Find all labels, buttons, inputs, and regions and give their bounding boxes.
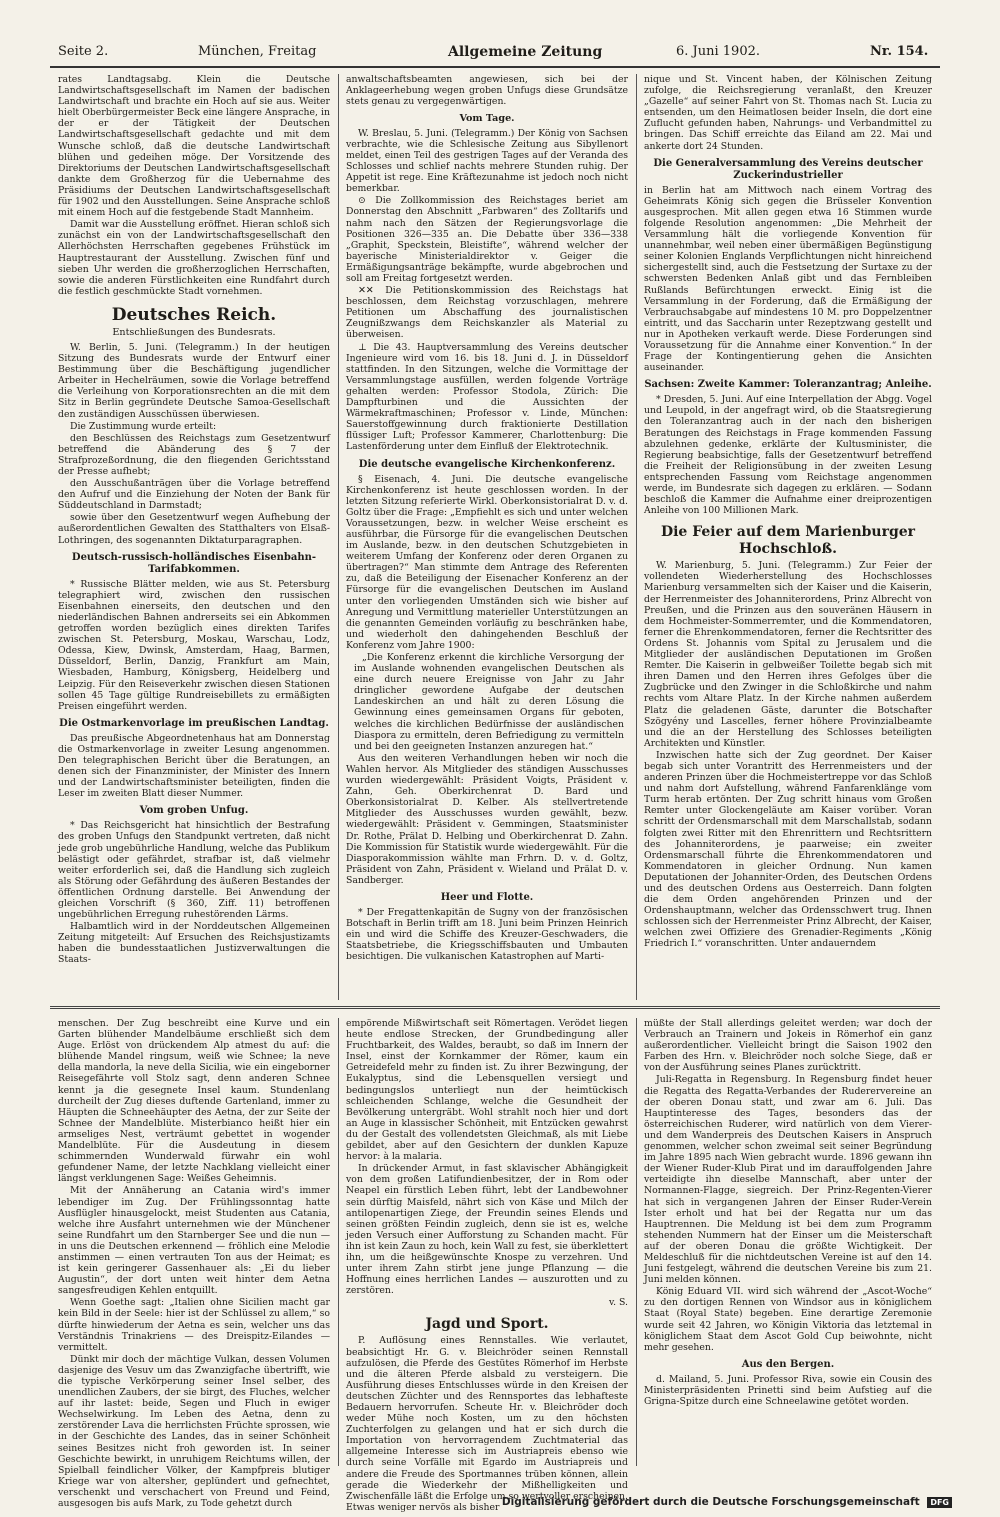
digitization-credit [502,1496,952,1508]
article-paragraph: empörende Mißwirtschaft seit Römertagen. Verödet liegen heute endlose Strecken, der Grundbedingung aller Fruchtbarkeit, des Waldes, beraubt, so daß im Innern der Insel, einst der Kornkammer der Römer, kaum ein Getreidefeld mehr zu finden ist. Zu ihrer Bezwingung, der Eukalyptus, sind die Lebensquellen versiegt und bedingungslos unterliegt nun der heimtückisch schleichenden Schlange, welche die Gesundheit der Bevölkerung untergräbt. Wohl strahlt noch hier und dort an Auge in klassischer Schönheit, mit Entzücken gewahrst du der Gestalt des vollendetsten Gleichmaß, als mit Liebe gebildet, aber auf den Gesichtern der dunklen Kapuze hervor: à la malaria. [346,1018,628,1163]
feuilleton-rule [50,1006,940,1009]
article-paragraph: ⊥ Die 43. Hauptversammlung des Vereins deutscher Ingenieure wird vom 16. bis 18. Juni d. J. in Düsseldorf stattfinden. In den Sitzungen, welche die Vormittage der Versammlungstage ausfüllen, werden folgende Vorträge gehalten werden: Professor Stodola, Zürich: Die Dampfturbinen und die Aussichten der Wärmekraftmaschinen; Professor v. Linde, München: Sauerstoffgewinnung durch fraktionierte Destillation flüssiger Luft; Professor Kammerer, Charlottenburg: Die Lastenförderung unter dem Einfluß der Elektrotechnik. [346,341,628,453]
article-paragraph: W. Breslau, 5. Juni. (Telegramm.) Der König von Sachsen verbrachte, wie die Schlesische Zeitung aus Sibyllenort meldet, einen Teil des gestrigen Tages auf der Veranda des Schlosses und schlief nachts mehrere Stunden ruhig. Der Appetit ist rege. Eine Kräftezunahme ist jedoch noch nicht bemerkbar. [346,127,628,195]
article-heading: Heer und Flotte. [440,891,534,903]
article-paragraph: Aus den weiteren Verhandlungen heben wir noch die Wahlen hervor. Als Mitglieder des ständigen Ausschusses wurden wiedergewählt: Präsident Voigts, Präsident v. Zahn, Geh. Oberkirchenrat D. Bard und Oberkonsistorialrat D. Kelber. Als stellvertretende Mitglieder des Ausschusses wurden gewählt, bezw. wiedergewählt: Präsident v. Gemmingen, Staatsminister Dr. Rothe, Prälat D. Helbing und Oberkirchenrat D. Zahn. Die Kommission für Statistik wurde wiedergewählt. Für die Diasporakommission wählte man Frhrn. D. v. d. Goltz, Präsident von Zahn, Präsident v. Wieland und Prälat D. v. Sandberger. [346,752,628,886]
issue-date: 6. Juni 1902. [676,44,760,59]
article-heading: Die Generalversammlung des Vereins deutscher Zuckerindustrieller [653,157,923,181]
article-quote: „Die Konferenz erkennt die kirchliche Versorgung der im Auslande wohnenden evangelischen Deutschen als eine durch neuere Ereignisse von Jahr zu Jahr dringlicher gewordene Aufgabe der deutschen Landeskirchen an und hält zu deren Lösung die Gewinnung eines gemeinsamen Organs für geboten, welches die kirchlichen Bedürfnisse der ausländischen Diaspora zu ermitteln, deren Befriedigung zu vermitteln und bei den geeigneten Instanzen anzuregen hat.“ [354,652,624,752]
column-2 [346,74,628,1000]
section-heading: Jagd und Sport. [425,1316,549,1333]
article-paragraph: müßte der Stall allerdings geleitet werden; war doch der Verbrauch an Trainern und Jokeis in Römerhof ein ganz außerordentlicher. Vielleicht bringt die Saison 1902 den Farben des Hrn. v. Bleichröder noch solche Siege, daß er von der Ausführung seines Planes zurücktritt. [644,1018,932,1074]
lower-column-2 [346,1018,628,1513]
credit-text: Digitalisierung gefördert durch die Deutsche Forschungsgemeinschaft [501,1496,920,1508]
article-paragraph: Damit war die Ausstellung eröffnet. Hieran schloß sich zunächst ein von der Landwirtschaftsgesellschaft den Allerhöchsten Herrschaften gegebenes Frühstück im Hauptrestaurant der Ausstellung. Zwischen fünf und sieben Uhr werden die großherzoglichen Herrschaften, sowie die anderen Fürstlichkeiten eine Rundfahrt durch die festlich geschmückte Stadt vornehmen. [58,219,330,297]
issue-number: Nr. 154. [870,44,929,59]
column-3 [644,74,932,1000]
header-rule [50,66,940,68]
article-paragraph: ⊙ Die Zollkommission des Reichstages beriet am Donnerstag den Abschnitt „Farbwaren“ des Zolltarifs und nahm nach den Sätzen der Regierungsvorlage die Positionen 326—335 an. Die Debatte über 336—338 „Graphit, Speckstein, Bleistifte“, während welcher der bayerische Ministerialdirektor v. Geiger die Ermäßigungsanträge bekämpfte, wurde abgebrochen und soll am Freitag fortgesetzt werden. [346,195,628,284]
article-heading: Vom Tage. [459,113,515,125]
article-paragraph: König Eduard VII. wird sich während der „Ascot-Woche“ zu den dortigen Rennen von Windsor aus in königlichem Staat (Royal State) begeben. Eine derartige Zeremonie wurde seit 42 Jahren, wo Königin Viktoria das letztemal in königlichem Staat dem Ascot Gold Cup beiwohnte, nicht mehr gesehen. [644,1286,932,1353]
article-paragraph: Inzwischen hatte sich der Zug geordnet. Der Kaiser begab sich unter Vorantritt des Herrenmeisters und der anderen Prinzen über die Hochmeistertreppe vor das Schloß und nahm dort Aufstellung, während Fanfarenklänge vom Turm herab ertönten. Der Zug schritt hinaus vom Großen Remter unter Glockengeläute am Kaiser vorüber. Voran schritt der Ordensmarschall mit dem Marschallstab, sodann folgten zwei Ritter mit den Ehrenrittern und Rechtsrittern des Johanniterordens, je paarweise; ein zweiter Ordensmarschall führte die Ehrenkommendatoren und Kommendatoren in gleicher Ordnung. Nun kamen Deputationen der Johanniter-Orden, des Deutschen Ordens und des deutschen Ordens aus Oesterreich. Dann folgten die dem Orden angehörenden Prinzen und der Ordenshauptmann, welcher das Ordensschwert trug. Ihnen schlossen sich der Herrenmeister Prinz Albrecht, der Kaiser, welchen zwei Offiziere des Grenadier-Regiments „König Friedrich I.“ voranschritten. Unter andauerndem [644,749,932,950]
article-paragraph: in Berlin hat am Mittwoch nach einem Vortrag des Geheimrats König sich gegen die Brüsseler Konvention ausgesprochen. Mit allen gegen etwa 16 Stimmen wurde folgende Resolution angenommen: „Die Mehrheit der Versammlung hält die vorliegende Konvention für unannehmbar, weil neben einer übermäßigen Begünstigung seiner Kolonien Englands Verpflichtungen nicht hinreichend sichergestellt sind, auch die Festsetzung der Surtaxe zu der schwersten Bedenken Anlaß gibt und das Fernbleiben Rußlands Befürchtungen erweckt. Einig ist die Versammlung in der Forderung, daß die Ermäßigung der Verbrauchsabgabe auf mindestens 10 M. pro Doppelzentner eintritt, und das Saccharin unter Rezeptzwang gestellt und nur in Apotheken verkauft werde. Diese Forderungen sind Voraussetzung für die Annahme einer Konvention.“ In der Frage der Kontingentierung gehen die Ansichten auseinander. [644,184,932,374]
article-paragraph: den Beschlüssen des Reichstags zum Gesetzentwurf betreffend die Abänderung des § 7 der Strafprozeßordnung, die den fliegenden Gerichtsstand der Presse aufhebt; [58,432,330,477]
article-paragraph: Dünkt mir doch der mächtige Vulkan, dessen Volumen dasjenige des Vesuv um das Zwanzigfache übertrifft, wie die typische Verkörperung seiner Insel selber, des unendlichen Zaubers, der sie birgt, des Fluches, welcher auf ihr lastet: beide, Segen und Fluch in ewiger Wechselwirkung. Im Leben des Aetna, denn zu zerstörender Lava die herrlichsten Früchte sprossen, wie in der Geschichte des Landes, das in seiner Schönheit seines Besitzes nicht froh geworden ist. In seiner Geschichte bewirkt, in unruhigem Reichtums willen, der Spielball feindlicher Völker, der Kampfpreis blutiger Kriege war von altersher, geplündert und gefnechtet, verschenkt und verschachert von Freund und Feind, ausgesogen bis aufs Mark, zu Tode gehetzt durch [58,1353,330,1510]
section-subheading: Entschließungen des Bundesrats. [112,326,276,338]
page-header [50,40,940,64]
article-heading: Aus den Bergen. [741,1358,835,1370]
article-paragraph: d. Mailand, 5. Juni. Professor Riva, sowie ein Cousin des Ministerpräsidenten Prinetti sind beim Aufstieg auf die Grigna-Spitze durch eine Schneelawine getötet worden. [644,1373,932,1407]
column-1 [58,74,330,1000]
article-paragraph: rates Landtagsabg. Klein die Deutsche Landwirtschaftsgesellschaft im Namen der badischen Landwirtschaft und brachte ein Hoch auf sie aus. Weiter hielt Oberbürgermeister Beck eine längere Ansprache, in der er der Tätigkeit der Deutschen Landwirtschaftsgesellschaft gedachte und mit dem Wunsche schloß, daß die deutsche Landwirtschaft blühen und gedeihen möge. Der Vorsitzende des Direktoriums der Deutschen Landwirtschaftsgesellschaft dankte dem Großherzog für die Uebernahme des Präsidiums der Deutschen Landwirtschaftsgesellschaft für 1902 und den Ausstellungen. Seine Ansprache schloß mit einem Hoch auf die festgebende Stadt Mannheim. [58,74,330,219]
article-paragraph: * Dresden, 5. Juni. Auf eine Interpellation der Abgg. Vogel und Leupold, in der angefragt wird, ob die Staatsregierung den Toleranzantrag auch in der nach den bisherigen Beratungen des Reichstags in Frage kommenden Fassung abzulehnen gedenke, erklärte der Kultusminister, die Regierung beabsichtige, falls der Gesetzentwurf betreffend die Freiheit der Religionsübung in der zweiten Lesung entsprechenden Fassung vom Reichstage angenommen werde, im Bundesrate sich dagegen zu erklären. — Sodann beschloß die Kammer die Aufnahme einer dreiprozentigen Anleihe von 100 Millionen Mark. [644,394,932,517]
article-paragraph: W. Berlin, 5. Juni. (Telegramm.) In der heutigen Sitzung des Bundesrats wurde der Entwurf einer Bestimmung über die Beschäftigung jugendlicher Arbeiter in Hechelräumen, sowie die Vorlage betreffend die Verleihung von Korporationsrechten an die mit dem Sitz in Berlin gegründete Deutsche Samoa-Gesellschaft den zuständigen Ausschüssen überwiesen. [58,341,330,420]
article-paragraph: anwaltschaftsbeamten angewiesen, sich bei der Anklageerhebung wegen groben Unfugs diese Grundsätze stets genau zu vergegenwärtigen. [346,74,628,108]
author-signature: v. S. [608,1297,628,1309]
article-paragraph: Mit der Annäherung an Catania wird's immer lebendiger im Zug. Der Frühlingssonntag hatte Ausflügler hinausgelockt, meist Studenten aus Catania, welche ihre Ausfahrt unternehmen wie der Münchener seine Rundfahrt um den Starnberger See und die nun — in uns die Deutschen erkennend — fröhlich eine Melodie anstimmen — einen vertrauten Ton aus der Heimat; es ist kein geringerer Gassenhauer als: „Ei du lieber Augustin“, der dort unten weit hinter dem Aetna sangesfreudigen Kehlen entquillt. [58,1185,330,1297]
lower-column-3 [644,1018,932,1466]
article-heading: Die deutsche evangelische Kirchenkonferenz. [358,458,616,470]
article-heading: Deutsch-russisch-holländisches Eisenbahn-Tarifabkommen. [71,551,317,575]
section-heading: Deutsches Reich. [111,304,277,325]
article-heading: Die Ostmarkenvorlage im preußischen Landtag. [59,717,329,729]
article-paragraph: den Ausschußanträgen über die Vorlage betreffend den Aufruf und die Einziehung der Noten der Bank für Süddeutschland in Darmstadt; [58,478,330,512]
article-paragraph: sowie über den Gesetzentwurf wegen Aufhebung der außerordentlichen Gewalten des Statthalters von Elsaß-Lothringen, des sogenannten Diktaturparagraphen. [58,512,330,546]
article-heading: Vom groben Unfug. [139,805,249,817]
newspaper-title: Allgemeine Zeitung [448,44,603,60]
article-paragraph: Die Zustimmung wurde erteilt: [70,420,217,432]
section-heading: Die Feier auf dem Marienburger Hochschloß. [660,524,916,558]
article-paragraph: Juli-Regatta in Regensburg. In Regensburg findet heuer die Regatta des Regatta-Verbandes der Ruderervereine an der oberen Donau statt, und zwar am 6. Juli. Das Hauptinteresse des Tages, besonders das der österreichischen Ruderer, wird natürlich von dem Vierer- und dem Wanderpreis des Deutschen Kaisers in Anspruch genommen, welcher schon zweimal seit seiner Begründung im Jahre 1895 nach Wien gebracht wurde. 1896 gewann ihn der Wiener Ruder-Klub Pirat und im darauffolgenden Jahre verteidigte ihn dieselbe Mannschaft, aber unter der Normannen-Flagge, siegreich. Der Prinz-Regenten-Vierer hat sich in vergangenen Jahren der Einser Ruder-Verein Ister erholt und hat bei der Regatta nur um das Hauptrennen. Die Meldung ist bei dem zum Programm stehenden Nummern hat der Einser um die Meisterschaft auf der oberen Donau die größte Wichtigkeit. Der Meldeschluß für die nichtdeutschen Vereine ist auf den 14. Juni festgelegt, während die deutschen Vereine bis zum 21. Juni melden können. [644,1074,932,1286]
article-paragraph: * Das Reichsgericht hat hinsichtlich der Bestrafung des groben Unfugs den Standpunkt vertreten, daß nicht jede grob ungebührliche Handlung, welche das Publikum belästigt oder gefährdet, strafbar ist, daß vielmehr weiter erforderlich sei, daß die Handlung sich zugleich als Störung oder Gefährdung des äußeren Bestandes der öffentlichen Ordnung darstelle. Bei Anwendung der gleichen Vorschrift (§ 360, Ziff. 11) betroffenen ungebührlichen Erregung ruhestörenden Lärms. [58,820,330,921]
article-paragraph: * Der Fregattenkapitän de Sugny von der französischen Botschaft in Berlin trifft am 18. Juni beim Prinzen Heinrich ein und wird die Schiffe des Kreuzer-Geschwaders, die Staatsbetriebe, die Kriegsschiffsbauten und Umbauten besichtigen. Die vulkanischen Katastrophen auf Marti- [346,906,628,963]
article-paragraph: * Russische Blätter melden, wie aus St. Petersburg telegraphiert wird, zwischen den russischen Eisenbahnen einerseits, den deutschen und den niederländischen Bahnen andrerseits sei ein Abkommen getroffen worden bezüglich eines direkten Tarifes zwischen St. Petersburg, Moskau, Warschau, Lodz, Odessa, Kiew, Dwinsk, Amsterdam, Haag, Barmen, Düsseldorf, Berlin, Danzig, Frankfurt am Main, Wiesbaden, Hamburg, Königsberg, Heidelberg und Leipzig. Für den Reiseverkehr zwischen diesen Stationen sollen 45 Tage gültige Rundreisebillets zu ermäßigten Preisen eingeführt werden. [58,578,330,712]
article-paragraph: ✕✕ Die Petitionskommission des Reichstags hat beschlossen, dem Reichstag vorzuschlagen, mehrere Petitionen um Abschaffung des journalistischen Zeugnißzwangs dem Reichskanzler als Material zu überweisen. [346,285,628,341]
place-date: München, Freitag [198,44,317,59]
article-paragraph: Wenn Goethe sagt: „Italien ohne Sicilien macht gar kein Bild in der Seele: hier ist der Schlüssel zu allem,“ so dürfte hinwiederum der Aetna es sein, welcher uns das Verständnis Trinakriens — des Dreispitz-Eilandes — vermittelt. [58,1297,330,1353]
page-number: Seite 2. [58,44,109,59]
article-paragraph: menschen. Der Zug beschreibt eine Kurve und ein Garten blühender Mandelbäume erschließt sich dem Auge. Erlöst von drückendem Alp atmest du auf: die blühende Mandel ringsum, weiß wie Schnee; la neve della mandorla, la neve della Sicilia, wie ein eingeborner Reisegefährte voll Stolz sagt, denn anderen Schnee kennt ja die gesegnete Insel kaum. Stundenlang durcheilt der Zug dieses duftende Gartenland, immer zu Häupten die Schneehäupter des Aetna, der zur Seite der Schnee der Mandelblüte. Misterbianco heißt hier ein armseliges Nest, verträumt gebettet in wogender Mandelblüte. Für die Ausdeutung in diesem schimmernden Wunderwald fürwahr ein wohl gefundener Name, der letzte Nachklang vielleicht einer längst verklungenen Sage: Weißes Geheimnis. [58,1018,330,1185]
article-paragraph: Halbamtlich wird in der Norddeutschen Allgemeinen Zeitung mitgeteilt: Auf Ersuchen des Reichsjustizamts haben die bundesstaatlichen Justizverwaltungen die Staats- [58,921,330,966]
article-heading: Sachsen: Zweite Kammer: Toleranzantrag; Anleihe. [644,379,932,391]
lower-column-1 [58,1018,330,1510]
article-paragraph: In drückender Armut, in fast sklavischer Abhängigkeit von dem großen Latifundienbesitzer, der in Rom oder Neapel ein fürstlich Leben führt, lebt der Landbewohner sein dürftig Maisfeld, nährt sich von Käse und Milch der antilopenartigen Ziege, der Freundin seines Elends und seinen größten Feindin zugleich, denn sie ist es, welche jeden Versuch einer Aufforstung zu Schanden macht. Für ihn ist kein Zaun zu hoch, kein Wall zu fest, sie überklettert ihn, um die heißgewünschte Knospe zu verzehren. Und unter ihrem Zahn stirbt jene junge Pflanzung — die Hoffnung eines herrlichen Landes — auszurotten und zu zerstören. [346,1163,628,1297]
column-divider [636,74,637,1000]
article-paragraph: nique und St. Vincent haben, der Kölnischen Zeitung zufolge, die Reichsregierung veranlaßt, den Kreuzer „Gazelle“ auf seiner Fahrt von St. Thomas nach St. Lucia zu entsenden, um den Heimatlosen beider Inseln, die dort eine Zuflucht gefunden haben, Nahrungs- und Verbandmittel zu bringen. Das Schiff erreichte das Eiland am 22. Mai und ankerte dort 24 Stunden. [644,74,932,152]
column-divider [338,1018,339,1466]
article-paragraph: Das preußische Abgeordnetenhaus hat am Donnerstag die Ostmarkenvorlage in zweiter Lesung angenommen. Den telegraphischen Bericht über die Beratungen, an denen sich der Finanzminister, der Minister des Innern und der Landwirtschaftsminister beteiligten, finden die Leser im zweiten Blatt dieser Nummer. [58,732,330,800]
article-paragraph: P. Auflösung eines Rennstalles. Wie verlautet, beabsichtigt Hr. G. v. Bleichröder seinen Rennstall aufzulösen, die Pferde des Gestütes Römerhof im Herbste und die älteren Pferde alsbald zu versteigern. Die Ausführung dieses Entschlusses würde in den Kreisen der deutschen Züchter und des Rennsportes das lebhafteste Bedauern hervorrufen. Scheute Hr. v. Bleichröder doch weder Mühe noch Kosten, um zu den höchsten Zuchterfolgen zu gelangen und hat er sich durch die Importation von hervorragendem Zuchtmaterial das allgemeine Interesse sich im Austriapreis ebenso wie durch seine Vorfälle mit Egardo im Austriapreis und andere die Freude des Sportmannes trüben können, allein gerade die Wiederkehr der Mißhelligkeiten und Zwischenfälle läßt die Erfolge um so wertvoller erscheinen. Etwas weniger nervös als bisher [346,1335,628,1513]
article-paragraph: W. Marienburg, 5. Juni. (Telegramm.) Zur Feier der vollendeten Wiederherstellung des Hochschlosses Marienburg versammelten sich der Kaiser und die Kaiserin, der Herrenmeister des Johanniterordens, Prinz Albrecht von Preußen, und die Prinzen aus den souveränen Häusern in dem Hochmeister-Sommerremter, und die Kommendatoren, ferner die Ehrenkommendatoren, ferner die Rechtsritter des Ordens St. Johannis vom Spital zu Jerusalem und die Mitglieder der ausländischen Deputationen im Großen Remter. Die Kaiserin in gelbweißer Toilette begab sich mit ihren Damen und den Herren ihres Gefolges über die Zugbrücke und den Zwinger in die Schloßkirche und nahm rechts vom Altare Platz. In der Kirche nahmen außerdem Platz die geladenen Gäste, darunter die Botschafter Szögyény und Lascelles, ferner höhere Provinzialbeamte und die an der Herstellung des Schlosses beteiligten Architekten und Künstler. [644,560,932,749]
article-paragraph: § Eisenach, 4. Juni. Die deutsche evangelische Kirchenkonferenz ist heute geschlossen worden. In der letzten Sitzung referierte Wirkl. Oberkonsistorialrat D. v. d. Goltz über die Frage: „Empfiehlt es sich und unter welchen Voraussetzungen, bezw. in welcher Weise erscheint es ausführbar, die Fürsorge für die evangelischen Deutschen im Auslande, bezw. in den deutschen Schutzgebieten in weiterem Umfang der Konferenz oder deren Organen zu übertragen?“ Man stimmte dem Antrage des Referenten zu, daß die Beteiligung der Eisenacher Konferenz an der Fürsorge für die evangelischen Deutschen im Ausland unter den vorliegenden Umständen sich wie bisher auf Anregung und Vermittlung materieller Unterstützungen an die genannten Gemeinden vorläufig zu beschränken habe, und wiederholt den dahingehenden Beschluß der Konferenz vom Jahre 1900: [346,473,628,651]
column-divider [636,1018,637,1466]
column-divider [338,74,339,1000]
dfg-logo: DFG [927,1497,952,1508]
